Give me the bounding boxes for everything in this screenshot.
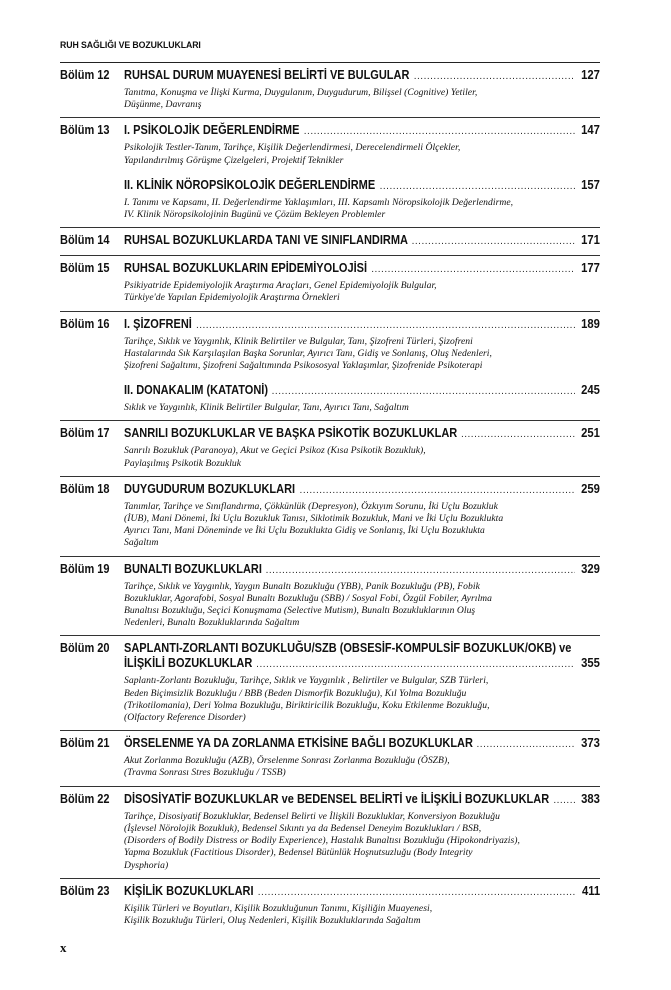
description-line: Psikolojik Testler-Tanım, Tarihçe, Kişilik Değerlendirmesi, Derecelendirmeli Ölçekler,	[124, 142, 461, 154]
toc-title-line	[124, 178, 600, 194]
toc-section	[124, 178, 600, 227]
description-line: Akut Zorlanma Bozukluğu (AZB), Örselenme Sonrası Zorlanma Bozukluğu (ÖSZB),	[124, 755, 450, 767]
description-line: Şizofreni Sağaltımı, Şizofreni Sağaltımında Psikososyal Yaklaşımlar, Şizofrenide Psikoterapi	[124, 360, 483, 372]
section-description	[124, 811, 600, 878]
description-line: (Trikotilomania), Deri Yolma Bozukluğu, Biriktiricilik Bozukluğu, Koku Etkilenme Bozukluğu,	[124, 699, 490, 711]
section-title: KİŞİLİK BOZUKLUKLARI	[124, 883, 254, 898]
toc-title-line	[124, 656, 600, 672]
toc-entry	[60, 730, 600, 785]
dot-leader	[272, 384, 575, 399]
description-line: Beden Biçimsizlik Bozukluğu / BBB (Beden Dismorfik Bozukluğu), Kıl Yolma Bozukluğu	[124, 687, 467, 699]
description-line: Tarihçe, Disosiyatif Bozukluklar, Bedensel Belirti ve İlişkili Bozukluklar, Konversiyon Bozukluğu	[124, 810, 500, 822]
page-number: 127	[581, 68, 600, 82]
toc-section	[124, 383, 600, 420]
page-number: 171	[581, 233, 600, 248]
chapter-label: Bölüm 13	[60, 123, 110, 138]
description-line: Bozukluklar, Agorafobi, Sosyal Bunaltı Bozukluğu (SBB) / Sosyal Fobi, Özgül Fobiler, Ayrılma	[124, 592, 492, 604]
section-description	[124, 445, 600, 475]
description-line: Kişilik Bozukluğu Türleri, Oluş Nedenleri, Kişilik Bozukluklarında Sağaltım	[124, 914, 421, 926]
toc-title-line	[124, 123, 600, 139]
page-number: 383	[581, 791, 600, 806]
toc-section	[124, 736, 600, 785]
toc-section	[124, 641, 600, 730]
dot-leader	[371, 262, 575, 277]
toc-section	[124, 562, 600, 636]
dot-leader	[461, 427, 575, 442]
toc-title-line	[124, 641, 600, 656]
description-line: (Travma Sonrası Stres Bozukluğu / TSSB)	[124, 767, 286, 779]
chapter-label: Bölüm 23	[60, 883, 110, 898]
toc-section	[124, 123, 600, 172]
dot-leader	[304, 124, 575, 139]
toc-section	[124, 261, 600, 310]
toc-entry	[60, 117, 600, 172]
chapter-label: Bölüm 14	[60, 233, 110, 248]
section-title: I. PSİKOLOJİK DEĞERLENDİRME	[124, 123, 300, 138]
description-line: Kişilik Türleri ve Boyutları, Kişilik Bozukluğunun Tanımı, Kişiliğin Muayenesi,	[124, 902, 433, 914]
toc-title-line	[124, 383, 600, 399]
section-title: RUHSAL BOZUKLUKLARIN EPİDEMİYOLOJİSİ	[124, 261, 368, 276]
chapter-label: Bölüm 22	[60, 791, 110, 806]
dot-leader	[196, 318, 575, 333]
page-folio: x	[60, 940, 67, 955]
toc-title-line	[124, 426, 600, 442]
toc-section	[124, 317, 600, 379]
toc-entry	[60, 476, 600, 556]
description-line: Tarihçe, Sıklık ve Yaygınlık, Yaygın Bunaltı Bozukluğu (YBB), Panik Bozukluğu (PB), Fobik	[124, 580, 480, 592]
dot-leader	[477, 737, 576, 752]
section-title: II. DONAKALIM (KATATONİ)	[124, 383, 269, 398]
toc-section	[124, 792, 600, 878]
section-title: DUYGUDURUM BOZUKLUKLARI	[124, 481, 296, 496]
chapter-label: Bölüm 12	[60, 68, 110, 82]
toc-title-line	[124, 233, 600, 249]
toc-section	[124, 426, 600, 475]
section-description	[124, 402, 600, 420]
toc-section	[124, 233, 600, 255]
section-description	[124, 336, 600, 379]
chapter-label: Bölüm 15	[60, 261, 110, 276]
toc-entry	[60, 878, 600, 933]
description-line: (Olfactory Reference Disorder)	[124, 712, 246, 724]
toc-entry	[60, 786, 600, 878]
chapter-label: Bölüm 21	[60, 736, 110, 751]
toc-section	[124, 482, 600, 556]
section-title: DİSOSİYATİF BOZUKLUKLAR ve BEDENSEL BELİRTİ ve İLİŞKİLİ BOZUKLUKLAR	[124, 791, 550, 806]
description-line: IV. Klinik Nöropsikolojinin Bugünü ve Çözüm Bekleyen Problemler	[124, 209, 386, 221]
description-line: Sanrılı Bozukluk (Paranoya), Akut ve Geçici Psikoz (Kısa Psikotik Bozukluk),	[124, 445, 426, 457]
toc-title-line	[124, 884, 600, 900]
description-line: Sıklık ve Yaygınlık, Klinik Belirtiler Bulgular, Tanı, Ayırıcı Tanı, Sağaltım	[124, 402, 409, 414]
section-title: SANRILI BOZUKLUKLAR VE BAŞKA PSİKOTİK BOZUKLUKLAR	[124, 426, 458, 441]
description-line: Sağaltım	[124, 537, 159, 549]
section-title: BUNALTI BOZUKLUKLARI	[124, 561, 262, 576]
chapter-label: Bölüm 19	[60, 561, 110, 576]
description-line: Türkiye'de Yapılan Epidemiyolojik Araştırma Örnekleri	[124, 292, 340, 304]
dot-leader	[256, 657, 575, 672]
page-number: 373	[581, 736, 600, 751]
page-number: 259	[581, 481, 600, 496]
toc-entry	[60, 255, 600, 310]
dot-leader	[412, 234, 576, 249]
dot-leader	[414, 69, 575, 84]
description-line: Hastalarında Sık Karşılaşılan Başka Sorunlar, Ayırıcı Tanı, Gidiş ve Sonlanış, Oluş Nedenleri,	[124, 347, 492, 359]
section-description	[124, 755, 600, 785]
dot-leader	[300, 483, 576, 498]
dot-leader	[258, 885, 576, 900]
section-description	[124, 142, 600, 172]
dot-leader	[266, 563, 576, 578]
page-number: 147	[581, 123, 600, 138]
toc-title-line	[124, 562, 600, 578]
description-line: Düşünme, Davranış	[124, 99, 202, 111]
section-title: I. ŞİZOFRENİ	[124, 316, 192, 331]
toc-entry	[60, 62, 600, 117]
section-title: II. KLİNİK NÖROPSİKOLOJİK DEĞERLENDİRME	[124, 177, 376, 192]
section-description	[124, 87, 600, 117]
chapter-label: Bölüm 17	[60, 426, 110, 441]
description-line: Tarihçe, Sıklık ve Yaygınlık, Klinik Belirtiler ve Bulgular, Tanı, Şizofreni Türleri, Şizofreni	[124, 335, 473, 347]
toc-entry	[60, 635, 600, 730]
page-number: 355	[581, 656, 600, 671]
section-description	[124, 280, 600, 310]
description-line: (Disorders of Bodily Distress or Bodily Experience), Hastalık Bunaltısı Bozukluğu (Hipokondriyazis),	[124, 835, 520, 847]
toc-title-line	[124, 317, 600, 333]
description-line: Yapılandırılmış Görüşme Çizelgeleri, Projektif Teknikler	[124, 154, 344, 166]
toc-title-line	[124, 482, 600, 498]
description-line: Psikiyatride Epidemiyolojik Araştırma Araçları, Genel Epidemiyolojik Bulgular,	[124, 280, 437, 292]
page-number: 329	[581, 561, 600, 576]
description-line: Ayırıcı Tanı, Mani Döneminde ve İki Uçlu Bozuklukta Gidiş ve Sonlanış, İki Uçlu Bozuklukta	[124, 525, 485, 537]
chapter-label: Bölüm 16	[60, 316, 110, 331]
page-number: 177	[581, 261, 600, 276]
chapter-label: Bölüm 18	[60, 481, 110, 496]
section-title: SAPLANTI-ZORLANTI BOZUKLUĞU/SZB (OBSESİF-KOMPULSİF BOZUKLUK/OKB) ve	[124, 641, 572, 656]
toc-title-line	[124, 792, 600, 808]
page-number: 157	[581, 177, 600, 192]
toc-entry	[60, 173, 600, 227]
section-description	[124, 501, 600, 556]
toc-entry	[60, 227, 600, 255]
toc-section	[124, 884, 600, 933]
dot-leader	[553, 793, 575, 808]
page-number: 411	[581, 883, 600, 898]
section-description	[124, 197, 600, 227]
description-line: Tanımlar, Tarihçe ve Sınıflandırma, Çökkünlük (Depresyon), Özkıyım Sorunu, İki Uçlu Bozukluk	[124, 500, 498, 512]
description-line: Bunaltısı Bozukluğu, Seçici Konuşmama (Selective Mutism), Bunaltı Bozukluklarının Oluş	[124, 605, 476, 617]
page-number: 251	[581, 426, 600, 441]
chapter-label: Bölüm 20	[60, 641, 110, 656]
description-line: Tanıtma, Konuşma ve İlişki Kurma, Duygulanım, Duygudurum, Bilişsel (Cognitive) Yetiler,	[124, 87, 478, 98]
section-title: ÖRSELENME YA DA ZORLANMA ETKİSİNE BAĞLI BOZUKLUKLAR	[124, 736, 473, 751]
description-line: (İUB), Mani Dönemi, İki Uçlu Bozukluk Tanısı, Siklotimik Bozukluk, Mani ve İki Uçlu Bozuklukta	[124, 513, 504, 525]
running-head: RUH SAĞLIĞI VE BOZUKLUKLARI	[60, 40, 201, 51]
description-line: I. Tanımı ve Kapsamı, II. Değerlendirme Yaklaşımları, III. Kapsamlı Nöropsikolojik Değerlendirme,	[124, 196, 514, 208]
page-number: 189	[581, 316, 600, 331]
section-description	[124, 581, 600, 636]
description-line: Paylaşılmış Psikotik Bozukluk	[124, 457, 242, 469]
page-number: 245	[581, 383, 600, 398]
section-title: RUHSAL DURUM MUAYENESİ BELİRTİ VE BULGULAR	[124, 68, 410, 82]
toc-title-line	[124, 68, 600, 84]
toc-entry	[60, 378, 600, 420]
toc-section	[124, 68, 600, 117]
table-of-contents	[60, 62, 600, 933]
description-line: Dysphoria)	[124, 859, 169, 871]
section-description	[124, 903, 600, 933]
description-line: Yapma Bozukluk (Factitious Disorder), Bedensel Bütünlük Hoşnutsuzluğu (Body Integrity	[124, 847, 473, 859]
section-title: RUHSAL BOZUKLUKLARDA TANI VE SINIFLANDIRMA	[124, 233, 408, 248]
description-line: Nedenleri, Bunaltı Bozukluklarında Sağaltım	[124, 617, 300, 629]
toc-entry	[60, 311, 600, 379]
toc-entry	[60, 420, 600, 475]
description-line: (İşlevsel Nörolojik Bozukluk), Bedensel Sıkıntı ya da Bedensel Deneyim Bozuklukları / BSB,	[124, 822, 482, 834]
description-line: Saplantı-Zorlantı Bozukluğu, Tarihçe, Sıklık ve Yaygınlık , Belirtiler ve Bulgular, SZB Türleri,	[124, 675, 489, 687]
toc-entry	[60, 556, 600, 636]
section-description	[124, 675, 600, 730]
toc-title-line	[124, 261, 600, 277]
toc-title-line	[124, 736, 600, 752]
dot-leader	[380, 179, 576, 194]
section-title: İLİŞKİLİ BOZUKLUKLAR	[124, 656, 253, 671]
